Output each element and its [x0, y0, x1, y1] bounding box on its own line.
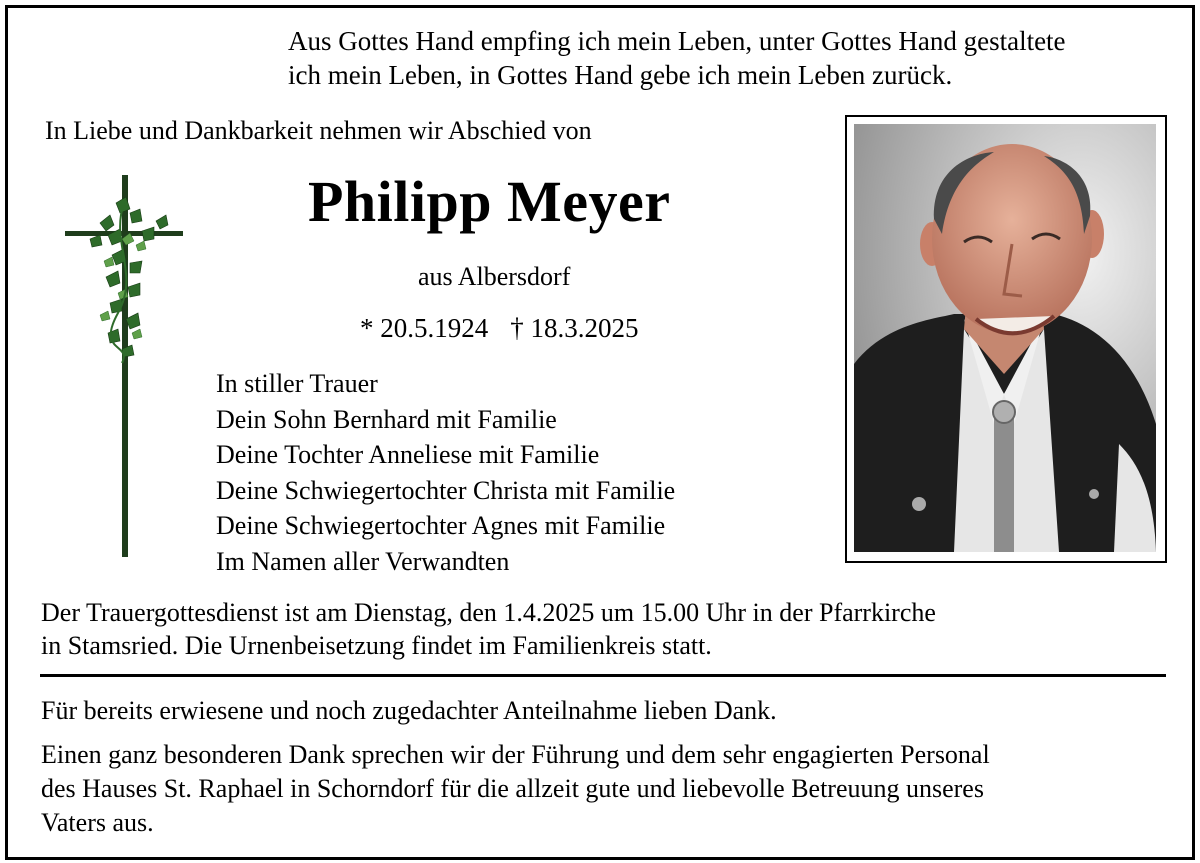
service-line-2: in Stamsried. Die Urnenbeisetzung findet im Familienkreis statt. — [41, 631, 712, 660]
mourners-list — [216, 366, 675, 580]
mourner-line: Deine Schwiegertochter Agnes mit Familie — [216, 511, 666, 541]
portrait-illustration — [854, 124, 1156, 552]
special-thanks-line-3: Vaters aus. — [41, 808, 154, 837]
mourner-line: Deine Tochter Anneliese mit Familie — [216, 440, 600, 470]
portrait-frame — [845, 115, 1167, 563]
birth-date: * 20.5.1924 — [360, 313, 489, 343]
quote-line-2: ich mein Leben, in Gottes Hand gebe ich mein Leben zurück. — [288, 60, 953, 90]
mourner-line: Dein Sohn Bernhard mit Familie — [216, 404, 557, 434]
life-dates — [360, 313, 639, 344]
portrait-photo — [854, 124, 1156, 552]
thanks-text: Für bereits erwiesene und noch zugedachter Anteilnahme lieben Dank. — [41, 696, 777, 725]
mourner-line: In stiller Trauer — [216, 369, 378, 398]
special-thanks-line-1: Einen ganz besonderen Dank sprechen wir der Führung und dem sehr engagierten Personal — [41, 740, 990, 769]
mourner-line: Deine Schwiegertochter Christa mit Familie — [216, 475, 676, 505]
service-line-1: Der Trauergottesdienst ist am Dienstag, den 1.4.2025 um 15.00 Uhr in der Pfarrkirche — [41, 598, 936, 627]
bible-quote — [288, 24, 1178, 92]
service-info — [41, 596, 936, 662]
quote-line-1: Aus Gottes Hand empfing ich mein Leben, unter Gottes Hand gestaltete — [288, 26, 1066, 56]
ivy-cross-icon — [60, 173, 190, 568]
intro-text: In Liebe und Dankbarkeit nehmen wir Abschied von — [45, 116, 592, 145]
mourner-line: Im Namen aller Verwandten — [216, 546, 510, 576]
deceased-name: Philipp Meyer — [308, 169, 671, 234]
special-thanks-line-2: des Hauses St. Raphael in Schorndorf für die allzeit gute und liebevolle Betreuung unseres — [41, 774, 984, 803]
death-date: † 18.3.2025 — [510, 313, 639, 343]
special-thanks — [41, 738, 990, 840]
deceased-origin: aus Albersdorf — [418, 262, 571, 291]
divider — [40, 674, 1166, 677]
obituary-notice — [5, 5, 1195, 860]
